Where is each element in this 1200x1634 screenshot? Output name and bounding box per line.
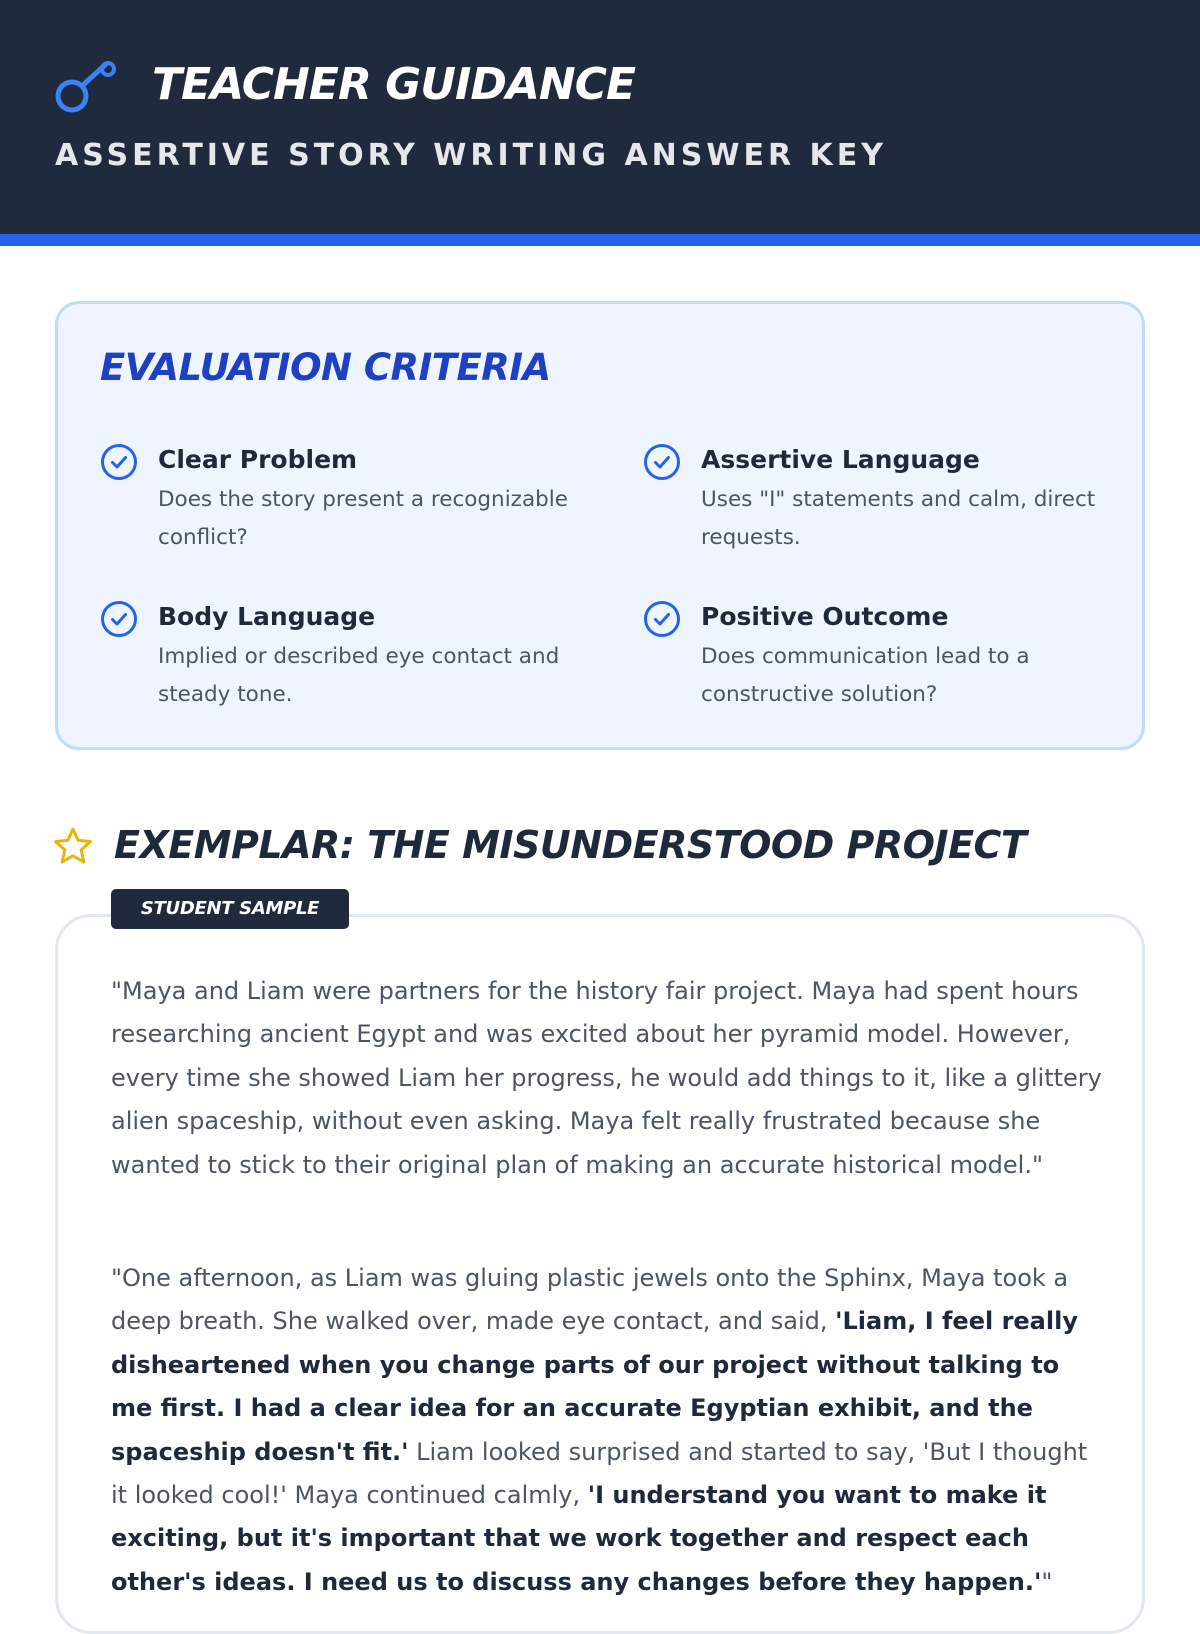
page-subtitle: ASSERTIVE STORY WRITING ANSWER KEY: [55, 138, 887, 173]
story-text: Liam looked surprised and started to say, 'But I thought it looked cool!' Maya continued calmly,: [111, 1437, 1088, 1510]
key-icon: [54, 54, 120, 116]
criteria-item-description: Does the story present a recognizable conflict?: [158, 487, 568, 550]
check-circle-icon: [100, 600, 138, 638]
criteria-item-name: Clear Problem: [158, 445, 358, 474]
page-title: TEACHER GUIDANCE: [152, 59, 636, 110]
check-circle-icon: [643, 443, 681, 481]
story-text: "One afternoon, as Liam was gluing plastic jewels onto the Sphinx, Maya took a deep breath. She walked over, made eye contact, and said,: [111, 1264, 1069, 1336]
story-text: ": [1041, 1567, 1053, 1596]
evaluation-criteria-card: [55, 301, 1145, 750]
check-circle-icon: [643, 600, 681, 638]
assertive-quote: 'I understand you want to make it exciting, but it's important that we work together and respect each other's ideas. I need us to discuss any changes before they happen.': [111, 1481, 1047, 1596]
student-sample-badge: STUDENT SAMPLE: [111, 889, 349, 929]
criteria-item-name: Body Language: [158, 602, 376, 631]
story-paragraph: [111, 1257, 1107, 1604]
criteria-item-description: Uses "I" statements and calm, direct requests.: [701, 487, 1096, 550]
exemplar-title: EXEMPLAR: THE MISUNDERSTOOD PROJECT: [114, 823, 1027, 867]
criteria-item-description: Implied or described eye contact and steady tone.: [158, 644, 560, 707]
page-header: [0, 0, 1200, 246]
assertive-quote: 'Liam, I feel really disheartened when you change parts of our project without talking to me first. I had a clear idea for an accurate Egyptian exhibit, and the spaceship doesn't fit.': [111, 1307, 1078, 1466]
criteria-item-description: Does communication lead to a constructive solution?: [701, 644, 1030, 707]
star-icon: [52, 826, 94, 866]
criteria-title: EVALUATION CRITERIA: [100, 346, 551, 389]
story-paragraph: "Maya and Liam were partners for the history fair project. Maya had spent hours researching ancient Egypt and was excited about her pyramid model. However, every time she showed Liam her progress, he would add things to it, like a glittery alien spaceship, without even asking. Maya felt really frustrated because she wanted to stick to their original plan of making an accurate historical model.": [111, 977, 1102, 1179]
criteria-item-name: Positive Outcome: [701, 602, 949, 631]
check-circle-icon: [100, 443, 138, 481]
criteria-item-name: Assertive Language: [701, 445, 980, 474]
